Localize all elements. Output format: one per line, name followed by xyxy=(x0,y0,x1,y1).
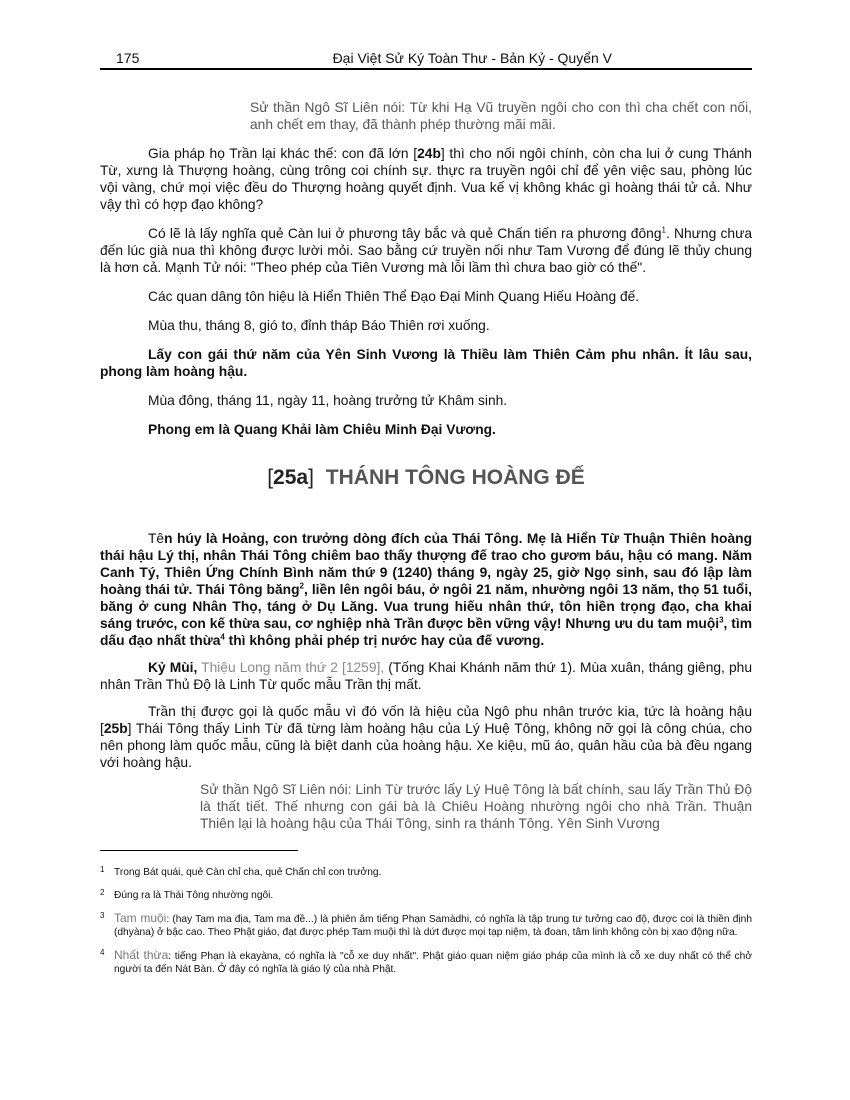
year-entry: Kỷ Mùi, Thiệu Long năm thứ 2 [1259], (Tống Khai Khánh năm thứ 1). Mùa xuân, tháng giêng, phu nhân Trần Thủ Độ là Linh Từ quốc mẫu Trần thị mất. xyxy=(100,660,752,692)
paragraph: Gia pháp họ Trần lại khác thế: con đã lớn [24b] thì cho nối ngôi chính, còn cha lui ở cung Thánh Từ, xưng là Thượng hoàng, cùng trông coi chính sự. thực ra truyền ngôi chỉ để yên việc sau, phòng lúc vội vàng, chứ mọi việc đều do Thượng hoàng quyết định. Vua kế vị không khác gì hoàng thái tử cả. Như vậy thì có hợp đạo không? xyxy=(100,146,752,212)
footnote-rule xyxy=(100,850,298,851)
footnote-ref: 1 xyxy=(661,225,666,235)
footnote-ref: 4 xyxy=(220,632,225,642)
commentary-paragraph: Sử thần Ngô Sĩ Liên nói: Từ khi Hạ Vũ truyền ngôi cho con thì cha chết con nối, anh chết em thay, đã thành phép thường mãi mãi. xyxy=(250,100,752,132)
page-number: 175 xyxy=(116,50,140,66)
running-title: Đại Việt Sử Ký Toàn Thư - Bản Kỷ - Quyển V xyxy=(332,50,612,66)
folio-tag: 24b xyxy=(417,146,441,161)
paragraph-bold: Lấy con gái thứ năm của Yên Sinh Vương là Thiều làm Thiên Cảm phu nhân. Ít lâu sau, phong làm hoàng hậu. xyxy=(100,347,752,379)
footnote: 4 Nhất thừa: tiếng Phạn là ekayàna, có nghĩa là "cỗ xe duy nhất". Phật giáo quan niệm giáo pháp của mình là cỗ xe duy nhất có thể chở người ta đến Nát Bàn. Ở đây có nghĩa là giáo lý của nhà Phật. xyxy=(100,948,752,975)
commentary-paragraph: Sử thần Ngô Sĩ Liên nói: Linh Từ trước lấy Lý Huệ Tông là bất chính, sau lấy Trần Thủ Độ là thất tiết. Thế nhưng con gái bà là Chiêu Hoàng nhường ngôi cho nhà Trần. Thuận Thiên lại là hoàng hậu của Thái Tông, sinh ra thánh Tông. Yên Sinh Vương xyxy=(200,782,752,831)
footnote-ref: 3 xyxy=(719,615,724,625)
footnote-term: Tam muội xyxy=(114,911,167,925)
folio-tag: 25b xyxy=(103,721,128,736)
chapter-heading: [25a] THÁNH TÔNG HOÀNG ĐẾ xyxy=(267,466,585,489)
page-header xyxy=(100,50,752,70)
section-1 xyxy=(100,99,752,438)
paragraph: Các quan dâng tôn hiệu là Hiển Thiên Thể Đạo Đại Minh Quang Hiếu Hoàng đế. xyxy=(148,289,640,304)
paragraph: Có lẽ là lấy nghĩa quẻ Càn lui ở phương tây bắc và quẻ Chấn tiến ra phương đông$^1$. Nhưng chưa đến lúc già nua thì không được lười mỏi. Sao bằng cứ truyền nối như Tam Vương để đúng lẽ thủy chung là hơn cả. Mạnh Tử nói: "Theo phép của Tiên Vương mà lỗi lầm thì chưa bao giờ có thế". xyxy=(100,225,753,275)
footnote-term: Nhất thừa xyxy=(114,948,169,962)
footnote: 3 Tam muội: (hay Tam ma địa, Tam ma đề...) là phiên âm tiếng Phạn Samàdhi, có nghĩa là tập trung tư tưởng cao độ, được coi là thiền định (dhyàna) ở bậc cao. Theo Phật giáo, đạt được phép Tam muội thì là dứt được mọi tạp niệm, tà đoan, tâm linh không còn bị xao động nữa. xyxy=(100,911,753,938)
footnotes xyxy=(100,866,752,986)
header-rule xyxy=(100,68,752,70)
paragraph: Mùa thu, tháng 8, gió to, đỉnh tháp Báo Thiên rơi xuống. xyxy=(148,318,490,333)
era-label: Thiệu Long năm thứ 2 [1259], xyxy=(201,660,385,675)
chapter-title: THÁNH TÔNG HOÀNG ĐẾ xyxy=(325,466,585,489)
footnote-ref: 2 xyxy=(299,581,304,591)
footnote: 2 Đúng ra là Thái Tông nhường ngôi. xyxy=(100,888,274,901)
year-label: Kỷ Mùi, xyxy=(148,660,198,675)
chapter-folio-tag: 25a xyxy=(273,466,309,489)
paragraph: Mùa đông, tháng 11, ngày 11, hoàng trưởng tử Khâm sinh. xyxy=(148,393,508,408)
paragraph: Trần thị được gọi là quốc mẫu vì đó vốn là hiệu của Ngô phu nhân trước kia, tức là hoàng hậu [25b] Thái Tông thấy Linh Từ đã từng làm hoàng hậu của Lý Huệ Tông, không nỡ gọi là công chúa, cho nên phong làm quốc mẫu, cũng là biệt danh của hoàng hậu. Xe kiệu, mũ áo, quân hầu của bà đều ngang với hoàng hậu. xyxy=(100,704,752,770)
footnote: 1 Trong Bát quái, quẻ Càn chỉ cha, quẻ Chấn chỉ con trưởng. xyxy=(100,865,382,878)
intro-paragraph: Tên húy là Hoảng, con trưởng dòng đích của Thái Tông. Mẹ là Hiển Từ Thuận Thiên hoàng thái hậu Lý thị, nhân Thái Tông chiêm bao thấy thượng đế trao cho gươm báu, hậu có mang. Năm Canh Tý, Thiên Ứng Chính Bình năm thứ 9 (1240) tháng 9, ngày 25, giờ Ngọ sinh, sau đó lập làm hoàng thái tử. Thái Tông băng$^2$, liền lên ngôi báu, ở ngôi 21 năm, nhường ngôi 13 năm, thọ 51 tuổi, băng ở cung Nhân Thọ, táng ở Dụ Lăng. Vua trung hiếu nhân thứ, tôn hiền trọng đạo, cha khai sáng trước, con kế thừa sau, cơ nghiệp nhà Trần được bền vững vậy! Nhưng ưu du tam muội$^3$, tìm dấu đạo nhất thừa$^4$ thì không phải phép trị nước hay của đế vương. xyxy=(100,531,752,648)
paragraph-bold: Phong em là Quang Khải làm Chiêu Minh Đại Vương. xyxy=(148,422,496,437)
section-2 xyxy=(100,530,752,832)
